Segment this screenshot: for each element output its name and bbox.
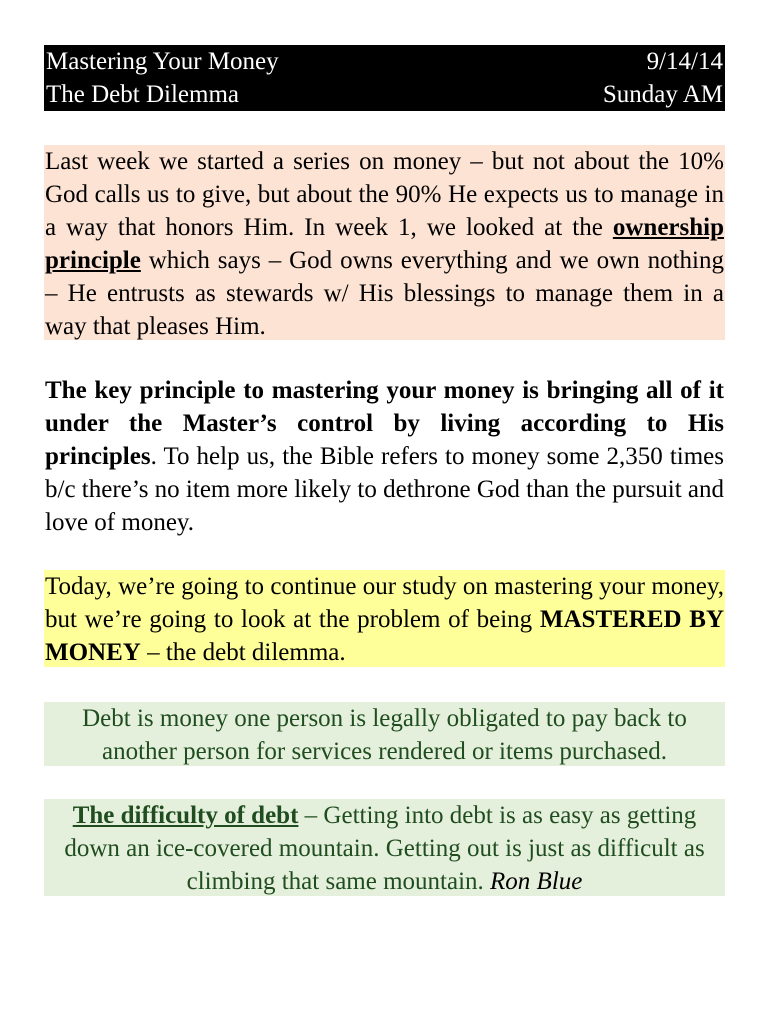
recap-text-1: Last week we started a series on money – but not about the 10% God calls us to give, but about the 90% He expects us to manage in a way that honors Him. In week 1, we looked at the [45, 148, 724, 241]
recap-paragraph [44, 145, 725, 340]
header-row-1 [44, 45, 725, 78]
sermon-title: The Debt Dilemma [46, 81, 239, 108]
mastered-by-money-term: MASTERED BY MONEY [45, 606, 724, 666]
today-text-1: Today, we’re going to continue our study on mastering your money, but we’re going to look at the problem of being [45, 573, 724, 633]
quote-author: Ron Blue [490, 868, 583, 895]
key-principle-paragraph [44, 374, 725, 539]
sermon-date: 9/14/14 [646, 48, 723, 75]
key-principle-text: . To help us, the Bible refers to money some 2,350 times b/c there’s no item more likely to dethrone God than the pursuit and love of money. [45, 443, 725, 536]
key-principle-statement: The key principle to mastering your money is bringing all of it under the Master’s control by living according to His principles [45, 377, 724, 470]
today-text-2: – the debt dilemma. [140, 639, 346, 666]
debt-definition-box [44, 702, 725, 766]
recap-text-2: which says – God owns everything and we own nothing – He entrusts as stewards w/ His blessings to manage them in a way that pleases Him. [45, 247, 724, 340]
ownership-principle-term: ownership principle [45, 214, 724, 274]
debt-definition-text: Debt is money one person is legally obligated to pay back to another person for services rendered or items purchased. [82, 705, 687, 765]
today-paragraph [44, 570, 725, 667]
sermon-header [44, 45, 725, 111]
difficulty-of-debt-box [44, 799, 725, 896]
difficulty-heading: The difficulty of debt [72, 802, 299, 829]
series-title: Mastering Your Money [46, 48, 279, 75]
header-row-2 [44, 78, 725, 111]
difficulty-quote: – Getting into debt is as easy as getting down an ice-covered mountain. Getting out is just as difficult as climbing that same mountain. [64, 802, 705, 895]
service-time: Sunday AM [602, 81, 723, 108]
